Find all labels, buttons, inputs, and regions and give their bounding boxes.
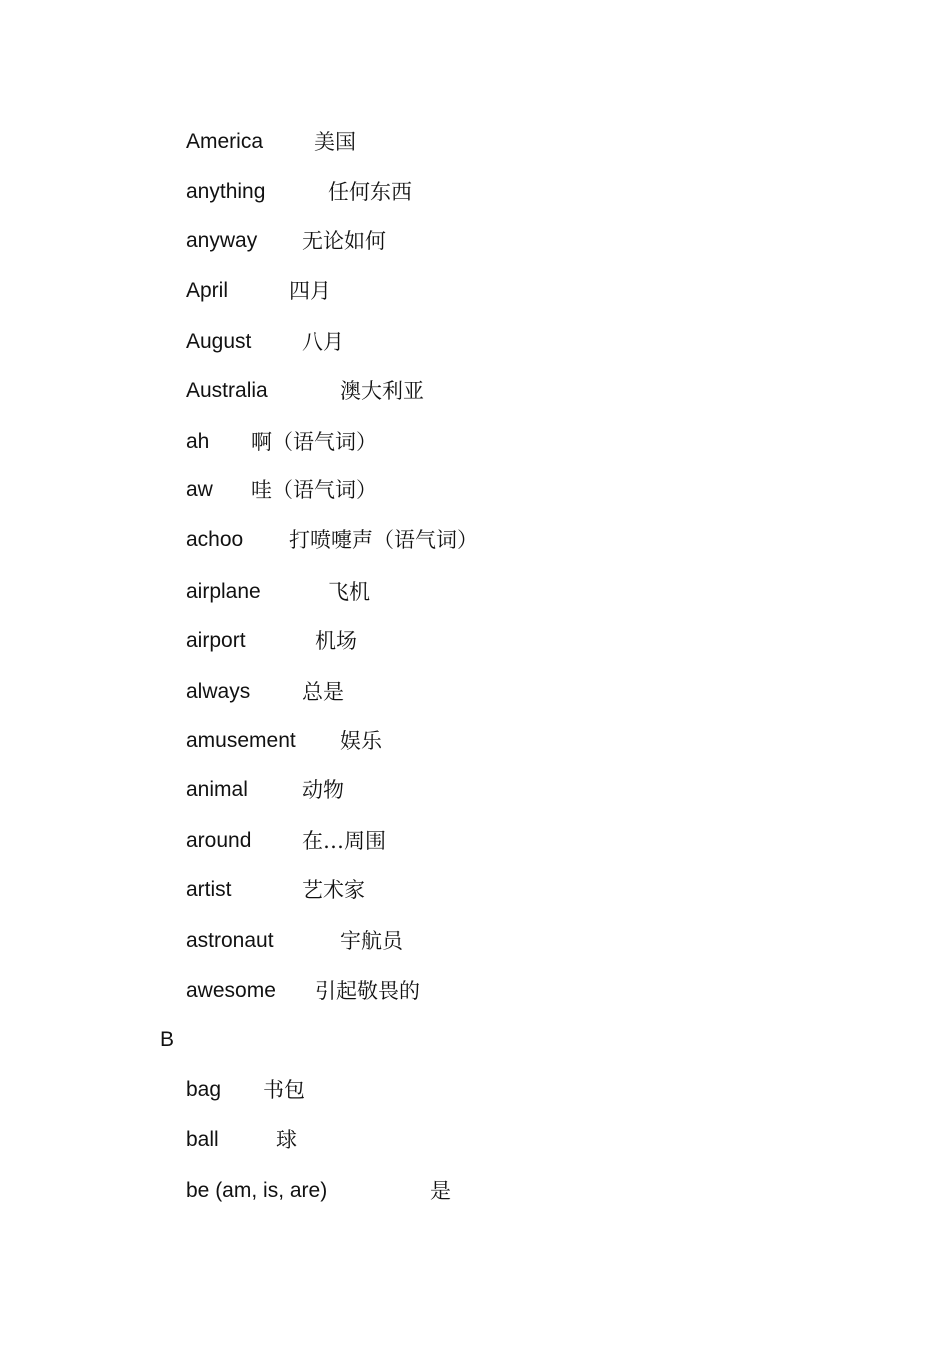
english-word: artist: [186, 878, 232, 901]
chinese-meaning: 无论如何: [302, 229, 386, 253]
english-word: astronaut: [186, 929, 274, 952]
chinese-meaning: 飞机: [328, 580, 370, 604]
english-word: bag: [186, 1078, 222, 1101]
chinese-meaning: 娱乐: [340, 729, 382, 753]
english-word: ah: [186, 430, 210, 453]
chinese-meaning: 八月: [302, 330, 344, 354]
english-word: airport: [186, 629, 246, 652]
english-word: be (am, is, are): [186, 1179, 328, 1202]
section-heading-b: B: [160, 1028, 175, 1051]
english-word: around: [186, 829, 252, 852]
chinese-meaning: 四月: [289, 279, 331, 303]
chinese-meaning: 哇（语气词）: [251, 478, 377, 502]
english-word: animal: [186, 778, 248, 801]
chinese-meaning: 美国: [314, 130, 356, 154]
chinese-meaning: 打喷嚏声（语气词）: [289, 528, 478, 552]
english-word: achoo: [186, 528, 244, 551]
english-word: aw: [186, 478, 213, 501]
english-word: anything: [186, 180, 266, 203]
chinese-meaning: 艺术家: [302, 878, 365, 902]
chinese-meaning: 机场: [315, 629, 357, 653]
chinese-meaning: 引起敬畏的: [315, 979, 420, 1003]
english-word: amusement: [186, 729, 296, 752]
chinese-meaning: 书包: [263, 1078, 305, 1102]
english-word: April: [186, 279, 229, 302]
english-word: always: [186, 680, 251, 703]
chinese-meaning: 宇航员: [340, 929, 403, 953]
chinese-meaning: 啊（语气词）: [251, 430, 377, 454]
english-word: anyway: [186, 229, 258, 252]
english-word: America: [186, 130, 264, 153]
english-word: August: [186, 330, 252, 353]
chinese-meaning: 在…周围: [302, 829, 386, 853]
chinese-meaning: 是: [430, 1179, 451, 1203]
chinese-meaning: 澳大利亚: [340, 379, 424, 403]
english-word: Australia: [186, 379, 268, 402]
english-word: ball: [186, 1128, 219, 1151]
english-word: airplane: [186, 580, 261, 603]
chinese-meaning: 任何东西: [328, 180, 412, 204]
chinese-meaning: 动物: [302, 778, 344, 802]
chinese-meaning: 总是: [302, 680, 344, 704]
english-word: awesome: [186, 979, 276, 1002]
chinese-meaning: 球: [276, 1128, 297, 1152]
